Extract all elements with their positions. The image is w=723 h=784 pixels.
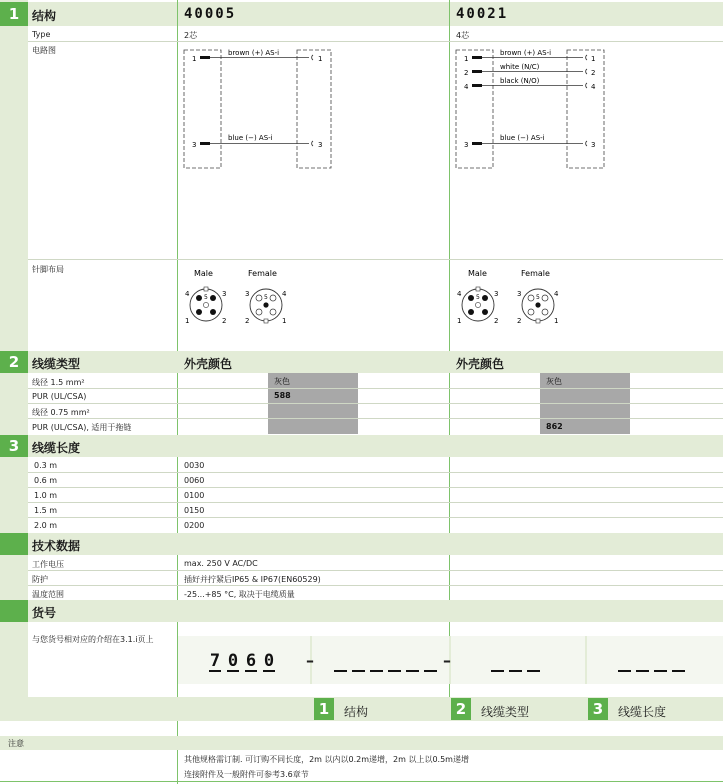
order-digit: 7: [209, 651, 221, 671]
order-header: [28, 600, 723, 622]
section-number: 1: [8, 5, 20, 23]
order-digit: 0: [263, 651, 275, 671]
svg-text:3: 3: [245, 290, 250, 298]
svg-text:5: 5: [476, 294, 480, 301]
type-value-b: 4芯: [456, 31, 470, 40]
order-slot[interactable]: [527, 670, 540, 672]
order-slot[interactable]: [424, 670, 437, 672]
svg-text:1: 1: [185, 317, 190, 325]
order-digit: 6: [245, 651, 257, 671]
section-2-header: [28, 351, 723, 373]
svg-text:black (N/O): black (N/O): [500, 77, 540, 85]
wire-label: blue (−) AS-i: [228, 134, 273, 142]
column-divider: [449, 0, 450, 697]
section-title: 结构: [32, 9, 57, 23]
notes-header: [0, 736, 723, 750]
pin-layout-b: [454, 266, 584, 332]
row-divider: [28, 41, 723, 42]
type-value-a: 2芯: [184, 31, 198, 40]
circuit-diagram-b: [454, 46, 614, 172]
tech-header: [28, 533, 723, 555]
legend-badge: 1: [314, 698, 334, 720]
pin-layout-label: 针脚布局: [32, 265, 64, 274]
svg-text:2: 2: [245, 317, 250, 325]
order-slot[interactable]: [352, 670, 365, 672]
order-intro: 与您货号相对应的介绍在3.1.i页上: [32, 635, 154, 644]
tech-badge: [0, 533, 28, 555]
cable-code-a: 588: [274, 391, 291, 400]
svg-text:1: 1: [591, 55, 596, 63]
order-slot[interactable]: [618, 670, 631, 672]
order-slot[interactable]: [509, 670, 522, 672]
circuit-label: 电路图: [32, 46, 56, 55]
legend-badge: 3: [588, 698, 608, 720]
svg-text:Male: Male: [194, 269, 213, 278]
svg-text:blue (−) AS-i: blue (−) AS-i: [500, 134, 545, 142]
pin-label: 1: [318, 55, 323, 63]
pin-label: 1: [192, 55, 197, 63]
legend-badge: 2: [451, 698, 471, 720]
housing-color-header-b: 外壳颜色: [456, 357, 505, 371]
order-slot[interactable]: [654, 670, 667, 672]
section-1-header: [28, 2, 723, 26]
order-separator: –: [443, 651, 451, 670]
order-slot[interactable]: [406, 670, 419, 672]
svg-text:2: 2: [517, 317, 522, 325]
svg-text:1: 1: [282, 317, 287, 325]
housing-color-header-a: 外壳颜色: [184, 357, 233, 371]
svg-text:white (N/C): white (N/C): [500, 63, 540, 71]
svg-text:4: 4: [554, 290, 559, 298]
notes-line: 其他规格需订制. 可订购不同长度，2m 以内以0.2m递增，2m 以上以0.5m递增: [184, 755, 469, 764]
row-divider: [28, 259, 723, 260]
notes-line: 连接附件及一般附件可参考3.6章节: [184, 770, 309, 779]
svg-text:1: 1: [554, 317, 559, 325]
order-slot[interactable]: [636, 670, 649, 672]
section-3-header: [28, 435, 723, 457]
circuit-diagram-a: [182, 46, 342, 172]
product-code-a: 40005: [184, 6, 237, 22]
svg-text:4: 4: [185, 290, 190, 298]
svg-text:Male: Male: [468, 269, 487, 278]
svg-text:2: 2: [222, 317, 227, 325]
svg-text:5: 5: [536, 294, 540, 301]
svg-text:3: 3: [222, 290, 227, 298]
order-digit: 0: [227, 651, 239, 671]
svg-text:1: 1: [464, 55, 469, 63]
section-1-badge: [0, 2, 28, 26]
order-slot[interactable]: [388, 670, 401, 672]
section-2-badge: 2: [0, 351, 28, 373]
svg-text:4: 4: [591, 83, 596, 91]
svg-text:brown (+) AS-i: brown (+) AS-i: [500, 49, 552, 57]
svg-text:5: 5: [204, 294, 208, 301]
product-code-b: 40021: [456, 6, 509, 22]
type-label: Type: [32, 30, 51, 39]
svg-text:3: 3: [464, 141, 469, 149]
order-separator: –: [306, 651, 314, 670]
order-slot[interactable]: [491, 670, 504, 672]
svg-text:3: 3: [494, 290, 499, 298]
svg-text:3: 3: [591, 141, 596, 149]
svg-text:Female: Female: [248, 269, 277, 278]
svg-text:2: 2: [591, 69, 596, 77]
order-slot[interactable]: [672, 670, 685, 672]
wire-label: brown (+) AS-i: [228, 49, 280, 57]
svg-text:1: 1: [457, 317, 462, 325]
svg-text:5: 5: [264, 294, 268, 301]
svg-text:4: 4: [457, 290, 462, 298]
svg-text:2: 2: [494, 317, 499, 325]
pin-layout-a: [182, 266, 312, 332]
svg-text:2: 2: [464, 69, 469, 77]
order-slot[interactable]: [334, 670, 347, 672]
pin-label: 3: [318, 141, 323, 149]
cable-code-b: 862: [546, 422, 563, 431]
order-slot[interactable]: [370, 670, 383, 672]
svg-text:4: 4: [282, 290, 287, 298]
section-3-badge: 3: [0, 435, 28, 457]
svg-text:4: 4: [464, 83, 469, 91]
svg-text:Female: Female: [521, 269, 550, 278]
order-badge: [0, 600, 28, 622]
svg-text:3: 3: [517, 290, 522, 298]
pin-label: 3: [192, 141, 197, 149]
